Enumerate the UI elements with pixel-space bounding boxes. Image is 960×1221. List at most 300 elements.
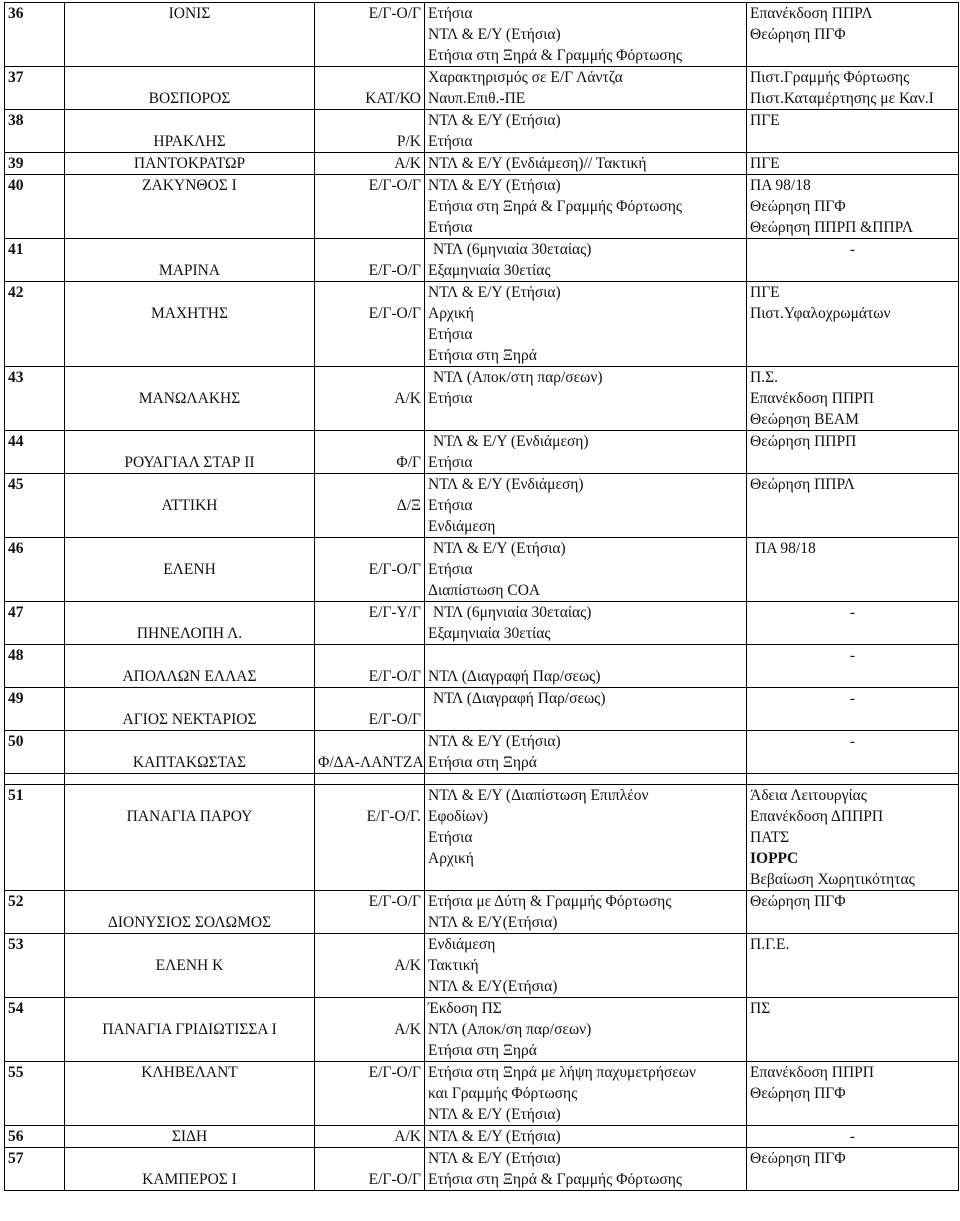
ship-type xyxy=(315,474,425,538)
ship-type-text: Ε/Γ-Ο/Γ xyxy=(368,1171,421,1188)
row-number xyxy=(5,431,65,474)
certificate-list xyxy=(747,367,959,431)
line-spacer xyxy=(68,602,311,623)
row-number xyxy=(5,3,65,67)
ship-name xyxy=(65,688,315,731)
inspection-item: Ετήσια xyxy=(428,326,473,343)
row-number-text: 39 xyxy=(8,155,24,172)
certificate-item: Π.Γ.Ε. xyxy=(750,936,790,953)
ship-name-text: ΠΑΝΤΟΚΡΑΤΩΡ xyxy=(133,155,246,172)
inspection-list xyxy=(425,175,747,239)
inspection-item: ΝΤΛ (6μηνιαία 30εταίας) xyxy=(433,604,592,621)
certificate-item: Θεώρηση ΠΓΦ xyxy=(750,1085,846,1102)
certificate-item: Επανέκδοση ΠΠΡΠ xyxy=(750,390,874,407)
ship-type-text: Α/Κ xyxy=(394,957,421,974)
ship-name-text: ΔΙΟΝΥΣΙΟΣ ΣΟΛΩΜΟΣ xyxy=(107,914,272,931)
ship-name-text: ΕΛΕΝΗ xyxy=(163,561,216,578)
ship-type-text: Α/Κ xyxy=(394,1021,421,1038)
ship-type xyxy=(315,731,425,774)
table-row xyxy=(5,934,959,998)
table-row xyxy=(5,474,959,538)
row-number-text: 56 xyxy=(8,1128,24,1145)
table-row xyxy=(5,282,959,367)
ship-type-text: Ε/Γ-Ο/Γ xyxy=(368,305,421,322)
inspection-item: Ετήσια xyxy=(428,561,473,578)
ship-name xyxy=(65,367,315,431)
table-row xyxy=(5,67,959,110)
certificate-list xyxy=(747,602,959,645)
gap-cell xyxy=(65,774,315,785)
ship-name xyxy=(65,67,315,110)
inspection-list xyxy=(425,602,747,645)
certificate-list xyxy=(747,1126,959,1148)
inspection-list xyxy=(425,785,747,891)
line-spacer xyxy=(318,688,421,709)
inspection-list xyxy=(425,431,747,474)
ship-type xyxy=(315,1148,425,1191)
certificate-list xyxy=(747,175,959,239)
inspection-item: ΝΤΛ & Ε/Υ (Ενδιάμεση) xyxy=(428,476,584,493)
ship-type xyxy=(315,602,425,645)
ship-type-text: ΚΑΤ/ΚΟ xyxy=(365,90,421,107)
table-row xyxy=(5,239,959,282)
section-gap xyxy=(5,774,959,785)
inspection-item: Ετήσια xyxy=(428,133,473,150)
inspection-item: Ετήσια xyxy=(428,390,473,407)
inspection-item: ΝΤΛ & Ε/Υ (Ετήσια) xyxy=(428,1128,561,1145)
certificate-item: ΠΓΕ xyxy=(750,155,780,172)
certificate-item: Πιστ.Γραμμής Φόρτωσης xyxy=(750,69,910,86)
row-number-text: 36 xyxy=(8,5,24,22)
certificate-none: - xyxy=(849,690,856,707)
row-number-text: 46 xyxy=(8,540,24,557)
inspection-item: Αρχική xyxy=(428,850,474,867)
inspection-item: Ετήσια xyxy=(428,219,473,236)
inspection-item: ΝΤΛ & Ε/Υ (Ετήσια) xyxy=(428,26,561,43)
table-row xyxy=(5,602,959,645)
ship-type-text: Ε/Γ-Ο/Γ xyxy=(368,5,421,22)
ship-name-text: ΒΟΣΠΟΡΟΣ xyxy=(148,90,231,107)
ship-inspections-table xyxy=(4,2,959,1191)
certificate-item: Πιστ.Υφαλοχρωμάτων xyxy=(750,305,891,322)
inspection-list xyxy=(425,731,747,774)
certificate-item: Θεώρηση ΠΠΡΛ xyxy=(750,476,855,493)
ship-name xyxy=(65,282,315,367)
row-number-text: 47 xyxy=(8,604,24,621)
line-spacer xyxy=(318,367,421,388)
line-spacer xyxy=(68,934,311,955)
ship-name-text: ΚΑΜΠΕΡΟΣ Ι xyxy=(142,1171,237,1188)
line-spacer xyxy=(68,688,311,709)
line-spacer xyxy=(68,474,311,495)
inspection-item: Εξαμηνιαία 30ετίας xyxy=(428,262,551,279)
table-row xyxy=(5,110,959,153)
inspection-item: Ετήσια στη Ξηρά & Γραμμής Φόρτωσης xyxy=(428,47,683,64)
ship-name-text: ΕΛΕΝΗ Κ xyxy=(155,957,224,974)
certificate-list xyxy=(747,645,959,688)
inspection-list xyxy=(425,367,747,431)
inspection-item: Ετήσια στη Ξηρά με λήψη παχυμετρήσεων xyxy=(428,1064,697,1081)
table-row xyxy=(5,538,959,602)
inspection-list xyxy=(425,538,747,602)
row-number-text: 55 xyxy=(8,1064,24,1081)
line-spacer xyxy=(68,367,311,388)
certificate-item: Άδεια Λειτουργίας xyxy=(750,787,867,804)
gap-cell xyxy=(747,774,959,785)
line-spacer xyxy=(318,110,421,131)
inspection-item: Ετήσια xyxy=(428,5,473,22)
ship-type-text: Φ/ΔΑ-ΛΑΝΤΖΑ xyxy=(318,754,424,771)
row-number xyxy=(5,282,65,367)
certificate-list xyxy=(747,891,959,934)
inspection-item: ΝΤΛ & Ε/Υ(Ετήσια) xyxy=(428,978,558,995)
inspection-item: Ετήσια στη Ξηρά xyxy=(428,347,537,364)
inspection-list xyxy=(425,110,747,153)
table-row xyxy=(5,785,959,891)
table-row xyxy=(5,891,959,934)
row-number xyxy=(5,538,65,602)
ship-type-text: Φ/Γ xyxy=(396,454,421,471)
line-spacer xyxy=(68,538,311,559)
line-spacer xyxy=(68,239,311,260)
row-number xyxy=(5,785,65,891)
certificate-item: ΠΑ 98/18 xyxy=(750,177,811,194)
certificate-item: Πιστ.Καταμέρτησης με Καν.Ι xyxy=(750,90,934,107)
ship-type-text: Ε/Γ-Ο/Γ xyxy=(368,668,421,685)
ship-name xyxy=(65,474,315,538)
ship-type xyxy=(315,688,425,731)
ship-type-text: Α/Κ xyxy=(394,1128,421,1145)
certificate-list xyxy=(747,934,959,998)
ship-type-text: Ρ/Κ xyxy=(396,133,421,150)
certificate-list xyxy=(747,3,959,67)
inspection-list xyxy=(425,934,747,998)
certificate-list xyxy=(747,731,959,774)
ship-name-text: ΠΗΝΕΛΟΠΗ Λ. xyxy=(136,625,243,642)
inspection-item: ΝΤΛ (Αποκ/ση παρ/σεων) xyxy=(428,1021,592,1038)
ship-type xyxy=(315,934,425,998)
certificate-item: ΠΓΕ xyxy=(750,284,780,301)
table-row xyxy=(5,998,959,1062)
ship-name-text: ΑΠΟΛΛΩΝ ΕΛΛΑΣ xyxy=(122,668,257,685)
line-spacer xyxy=(68,431,311,452)
ship-name-text: ΜΑΧΗΤΗΣ xyxy=(150,305,229,322)
certificate-list xyxy=(747,474,959,538)
inspection-item: Ετήσια στη Ξηρά & Γραμμής Φόρτωσης xyxy=(428,1171,683,1188)
certificate-list xyxy=(747,688,959,731)
row-number-text: 45 xyxy=(8,476,24,493)
ship-type xyxy=(315,891,425,934)
inspection-item: ΝΤΛ (Διαγραφή Παρ/σεως) xyxy=(433,690,606,707)
table-row xyxy=(5,645,959,688)
ship-type xyxy=(315,998,425,1062)
inspection-item: Χαρακτηρισμός σε Ε/Γ Λάντζα xyxy=(428,69,623,86)
row-number-text: 43 xyxy=(8,369,24,386)
inspection-item: ΝΤΛ & Ε/Υ (Ετήσια) xyxy=(428,1106,561,1123)
ship-name xyxy=(65,731,315,774)
row-number-text: 51 xyxy=(8,787,24,804)
ship-type-text: Α/Κ xyxy=(394,390,421,407)
table-row xyxy=(5,731,959,774)
line-spacer xyxy=(68,785,311,806)
line-spacer xyxy=(428,645,743,666)
line-spacer xyxy=(318,1148,421,1169)
ship-name xyxy=(65,3,315,67)
ship-type xyxy=(315,367,425,431)
ship-type-text: Α/Κ xyxy=(394,155,421,172)
certificate-item: Θεώρηση ΠΓΦ xyxy=(750,26,846,43)
row-number-text: 42 xyxy=(8,284,24,301)
inspection-list xyxy=(425,153,747,175)
table-row xyxy=(5,153,959,175)
inspection-item: Εφοδίων) xyxy=(428,808,489,825)
table-row xyxy=(5,1148,959,1191)
line-spacer xyxy=(68,731,311,752)
certificate-list xyxy=(747,998,959,1062)
line-spacer xyxy=(68,645,311,666)
row-number-text: 44 xyxy=(8,433,24,450)
ship-type xyxy=(315,1062,425,1126)
row-number xyxy=(5,175,65,239)
certificate-none: - xyxy=(849,733,856,750)
inspection-item: και Γραμμής Φόρτωσης xyxy=(428,1085,578,1102)
ship-name xyxy=(65,998,315,1062)
certificate-item: ΠΣ xyxy=(750,1000,771,1017)
line-spacer xyxy=(318,645,421,666)
inspection-list xyxy=(425,1126,747,1148)
ship-type xyxy=(315,67,425,110)
certificate-list xyxy=(747,1062,959,1126)
line-spacer xyxy=(318,431,421,452)
certificate-list xyxy=(747,67,959,110)
certificate-list xyxy=(747,282,959,367)
ship-name xyxy=(65,153,315,175)
certificate-item: Επανέκδοση ΔΠΠΡΠ xyxy=(750,808,884,825)
row-number xyxy=(5,731,65,774)
row-number-text: 57 xyxy=(8,1150,24,1167)
table-row xyxy=(5,688,959,731)
inspection-item: Ετήσια xyxy=(428,454,473,471)
ship-type-text: Ε/Γ-Ο/Γ. xyxy=(366,808,421,825)
certificate-list xyxy=(747,110,959,153)
certificate-item: Θεώρηση ΠΠΡΠ &ΠΠΡΛ xyxy=(750,219,914,236)
table-row xyxy=(5,3,959,67)
certificate-none: - xyxy=(849,1128,856,1145)
inspection-item: ΝΤΛ & Ε/Υ (Ετήσια) xyxy=(428,1150,561,1167)
inspection-item: Ενδιάμεση xyxy=(428,936,496,953)
inspection-list xyxy=(425,282,747,367)
inspection-item: ΝΤΛ & Ε/Υ (Ετήσια) xyxy=(428,112,561,129)
ship-name-text: ΖΑΚΥΝΘΟΣ Ι xyxy=(142,177,237,194)
ship-name xyxy=(65,239,315,282)
certificate-item: ΠΓΕ xyxy=(750,112,780,129)
certificate-list xyxy=(747,153,959,175)
ship-name-text: ΠΑΝΑΓΙΑ ΠΑΡΟΥ xyxy=(126,808,253,825)
inspection-item: Εξαμηνιαία 30ετίας xyxy=(428,625,551,642)
certificate-list xyxy=(747,431,959,474)
row-number xyxy=(5,110,65,153)
inspection-list xyxy=(425,67,747,110)
table-body xyxy=(5,3,959,1191)
inspection-item: Ετήσια xyxy=(428,497,473,514)
inspection-item: ΝΤΛ & Ε/Υ(Ετήσια) xyxy=(428,914,558,931)
row-number-text: 48 xyxy=(8,647,24,664)
ship-type xyxy=(315,785,425,891)
row-number xyxy=(5,367,65,431)
inspection-item: Ναυπ.Επιθ.-ΠΕ xyxy=(428,90,526,107)
table-row xyxy=(5,1062,959,1126)
inspection-item: Ετήσια xyxy=(428,829,473,846)
inspection-item: Ετήσια στη Ξηρά & Γραμμής Φόρτωσης xyxy=(428,198,683,215)
gap-cell xyxy=(5,774,65,785)
row-number-text: 52 xyxy=(8,893,24,910)
line-spacer xyxy=(68,998,311,1019)
line-spacer xyxy=(318,934,421,955)
certificate-none: - xyxy=(849,241,856,258)
certificate-none: - xyxy=(849,604,856,621)
certificate-list xyxy=(747,785,959,891)
row-number xyxy=(5,239,65,282)
row-number xyxy=(5,998,65,1062)
certificate-item: Θεώρηση ΠΠΡΠ xyxy=(750,433,857,450)
ship-name-text: ΣΙΔΗ xyxy=(171,1128,208,1145)
line-spacer xyxy=(318,785,421,806)
inspection-item: ΝΤΛ (6μηνιαία 30εταίας) xyxy=(433,241,592,258)
ship-name-text: ΙΟΝΙΣ xyxy=(168,5,211,22)
row-number-text: 38 xyxy=(8,112,24,129)
certificate-item: Θεώρηση ΠΓΦ xyxy=(750,198,846,215)
inspection-item: ΝΤΛ & Ε/Υ (Ετήσια) xyxy=(428,733,561,750)
row-number xyxy=(5,602,65,645)
ship-type xyxy=(315,1126,425,1148)
certificate-item: Θεώρηση ΠΓΦ xyxy=(750,893,846,910)
table-row xyxy=(5,431,959,474)
ship-type-text: Ε/Γ-Ο/Γ xyxy=(368,893,421,910)
inspection-item: Ετήσια με Δύτη & Γραμμής Φόρτωσης xyxy=(428,893,672,910)
ship-name xyxy=(65,175,315,239)
line-spacer xyxy=(318,731,421,752)
ship-type xyxy=(315,431,425,474)
ship-name-text: ΑΤΤΙΚΗ xyxy=(161,497,218,514)
ship-name-text: ΠΑΝΑΓΙΑ ΓΡΙΔΙΩΤΙΣΣΑ Ι xyxy=(102,1021,277,1038)
inspection-item: Ετήσια στη Ξηρά xyxy=(428,1042,537,1059)
certificate-item: Επανέκδοση ΠΠΡΠ xyxy=(750,1064,874,1081)
ship-name-text: ΚΛΗΒΕΛΑΝΤ xyxy=(141,1064,238,1081)
table-row xyxy=(5,175,959,239)
ship-name-text: ΜΑΡΙΝΑ xyxy=(158,262,221,279)
ship-name-text: ΑΓΙΟΣ ΝΕΚΤΑΡΙΟΣ xyxy=(122,711,257,728)
ship-name xyxy=(65,891,315,934)
ship-type xyxy=(315,175,425,239)
ship-type xyxy=(315,239,425,282)
row-number-text: 53 xyxy=(8,936,24,953)
row-number xyxy=(5,934,65,998)
inspection-item: ΝΤΛ & Ε/Υ (Ετήσια) xyxy=(428,284,561,301)
row-number xyxy=(5,1148,65,1191)
line-spacer xyxy=(318,538,421,559)
ship-name-text: ΡΟΥΑΓΙΑΛ ΣΤΑΡ ΙΙ xyxy=(124,454,255,471)
line-spacer xyxy=(68,282,311,303)
line-spacer xyxy=(318,67,421,88)
inspection-list xyxy=(425,891,747,934)
row-number xyxy=(5,645,65,688)
ship-name xyxy=(65,431,315,474)
inspection-item: Διαπίστωση COA xyxy=(428,582,541,599)
certificate-item: Θεώρηση ΒΕΑΜ xyxy=(750,411,859,428)
inspection-item: Ενδιάμεση xyxy=(428,518,496,535)
row-number xyxy=(5,1062,65,1126)
gap-cell xyxy=(425,774,747,785)
table-row xyxy=(5,1126,959,1148)
inspection-item: ΝΤΛ (Διαγραφή Παρ/σεως) xyxy=(428,668,601,685)
ship-name xyxy=(65,645,315,688)
ship-type-text: Δ/Ξ xyxy=(396,497,421,514)
line-spacer xyxy=(68,110,311,131)
ship-type xyxy=(315,3,425,67)
line-spacer xyxy=(68,891,311,912)
ship-name xyxy=(65,602,315,645)
certificate-item: IOPPC xyxy=(750,850,799,867)
line-spacer xyxy=(318,474,421,495)
inspection-item: ΝΤΛ & Ε/Υ (Ενδιάμεση) xyxy=(433,433,589,450)
inspection-list xyxy=(425,998,747,1062)
ship-name xyxy=(65,110,315,153)
certificate-item: ΠΑ 98/18 xyxy=(755,540,816,557)
table-row xyxy=(5,367,959,431)
row-number-text: 49 xyxy=(8,690,24,707)
line-spacer xyxy=(318,998,421,1019)
line-spacer xyxy=(318,282,421,303)
ship-type xyxy=(315,153,425,175)
row-number xyxy=(5,67,65,110)
ship-name xyxy=(65,538,315,602)
ship-type xyxy=(315,538,425,602)
inspection-item: ΝΤΛ & Ε/Υ (Ετήσια) xyxy=(433,540,566,557)
inspection-item: ΝΤΛ & Ε/Υ (Διαπίστωση Επιπλέον xyxy=(428,787,649,804)
row-number xyxy=(5,153,65,175)
ship-type-text: Ε/Γ-Ο/Γ xyxy=(368,177,421,194)
row-number-text: 37 xyxy=(8,69,24,86)
inspection-item: ΝΤΛ (Αποκ/στη παρ/σεων) xyxy=(433,369,603,386)
certificate-list xyxy=(747,1148,959,1191)
ship-name-text: ΗΡΑΚΛΗΣ xyxy=(153,133,226,150)
row-number xyxy=(5,891,65,934)
line-spacer xyxy=(68,1148,311,1169)
certificate-item: Θεώρηση ΠΓΦ xyxy=(750,1150,846,1167)
row-number-text: 50 xyxy=(8,733,24,750)
ship-name xyxy=(65,785,315,891)
certificate-item: Επανέκδοση ΠΠΡΛ xyxy=(750,5,873,22)
row-number xyxy=(5,474,65,538)
ship-type-text: Ε/Γ-Ο/Γ xyxy=(368,1064,421,1081)
inspection-item: Ετήσια στη Ξηρά xyxy=(428,754,537,771)
row-number xyxy=(5,688,65,731)
row-number-text: 41 xyxy=(8,241,24,258)
inspection-list xyxy=(425,1148,747,1191)
inspection-list xyxy=(425,645,747,688)
inspection-list xyxy=(425,239,747,282)
inspection-item: ΝΤΛ & Ε/Υ (Ετήσια) xyxy=(428,177,561,194)
ship-name-text: ΜΑΝΩΛΑΚΗΣ xyxy=(138,390,241,407)
ship-type-text: Ε/Γ-Ο/Γ xyxy=(368,561,421,578)
ship-type xyxy=(315,282,425,367)
inspection-item: Τακτική xyxy=(428,957,479,974)
row-number xyxy=(5,1126,65,1148)
ship-type xyxy=(315,645,425,688)
ship-type-text: Ε/Γ-Ο/Γ xyxy=(368,262,421,279)
inspection-list xyxy=(425,474,747,538)
line-spacer xyxy=(68,67,311,88)
